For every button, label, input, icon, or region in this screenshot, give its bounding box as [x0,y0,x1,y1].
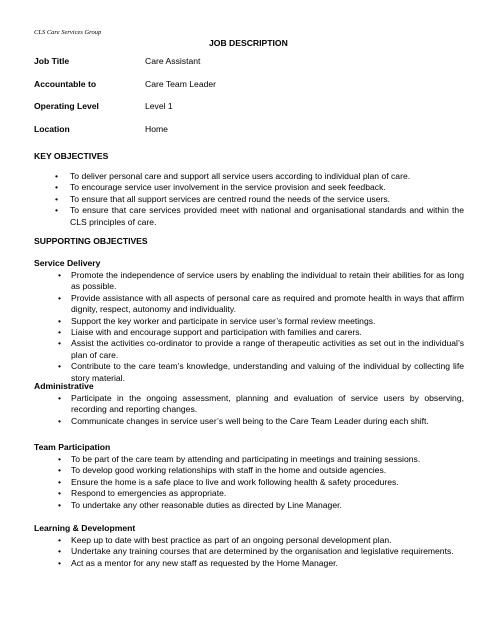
list-item: • To ensure that all support services are centred round the needs of the service users. [55,193,391,204]
list-item: • To undertake any other reasonable duties as directed by Line Manager. [58,499,342,510]
learning-development-heading: Learning & Development [34,523,136,533]
learning-development-list [34,535,464,569]
service-delivery-heading: Service Delivery [34,258,101,268]
list-item: • To be part of the care team by attending and participating in meetings and training sessions. [58,454,421,464]
list-item: • Communicate changes in service user’s well being to the Care Team Leader during each shift. [58,415,429,426]
list-item: • Liaise with and encourage support and participation with families and carers. [58,327,362,338]
list-item: • Contribute to the care team’s knowledge, understanding and valuing of the individual by collecting life story material. [58,361,464,383]
bullet-icon: • [58,338,62,349]
list-item: • To deliver personal care and support all service users according to individual plan of care. [55,171,411,181]
field-value: Care Team Leader [145,79,217,89]
list-item: • Support the key worker and participate in service user’s formal review meetings. [58,315,376,326]
list-item: • Undertake any training courses that are determined by the organisation and legislative requirements. [58,546,454,557]
supporting-objectives-heading: SUPPORTING OBJECTIVES [34,236,148,246]
field-value: Level 1 [145,101,173,111]
list-item: • Respond to emergencies as appropriate. [58,488,227,499]
list-item: • Act as a mentor for any new staff as requested by the Home Manager. [58,557,338,568]
service-delivery-list [34,270,464,384]
key-objectives-heading: KEY OBJECTIVES [34,151,109,161]
organisation-header: CLS Care Services Group [34,29,102,36]
list-item: • Assist the activities co-ordinator to provide a range of therapeutic activities as set out in the individual’s plan of care. [58,338,464,360]
bullet-icon: • [55,182,59,193]
field-label: Accountable to [34,79,97,89]
bullet-icon: • [58,488,62,499]
bullet-icon: • [58,476,62,487]
list-item: • Ensure the home is a safe place to live and work following health & safety procedures. [58,476,399,487]
bullet-icon: • [58,535,62,545]
bullet-icon: • [58,270,62,280]
team-participation-heading: Team Participation [34,442,111,452]
bullet-icon: • [55,193,59,204]
list-item: • Keep up to date with best practice as part of an ongoing personal development plan. [58,535,392,545]
list-item: • Participate in the ongoing assessment, planning and evaluation of service users by observing, recording and reporting changes. [58,393,464,415]
bullet-icon: • [58,315,62,326]
field-label: Operating Level [34,101,99,111]
list-item: • To develop good working relationships with staff in the home and outside agencies. [58,465,387,476]
bullet-icon: • [55,205,59,216]
key-objectives-list [34,171,464,228]
administrative-list [34,393,464,427]
list-item: • To ensure that care services provided meet with national and organisational standards and within the CLS principles of care. [55,205,464,227]
bullet-icon: • [58,546,62,557]
bullet-icon: • [58,292,62,303]
list-item: • Promote the independence of service users by enabling the individual to retain their abilities for as long as possible. [58,270,464,292]
administrative-heading: Administrative [34,381,94,391]
bullet-icon: • [58,327,62,338]
field-value: Care Assistant [145,56,201,66]
bullet-icon: • [58,361,62,372]
document-title: JOB DESCRIPTION [209,38,288,48]
team-participation-list [34,454,464,511]
field-value: Home [145,124,168,134]
list-item: • To encourage service user involvement in the service provision and seek feedback. [55,182,386,193]
bullet-icon: • [58,393,62,403]
bullet-icon: • [58,557,62,568]
list-item: • Provide assistance with all aspects of personal care as required and promote health in ways that affirm dignity, respect, autonomy and individuality. [58,292,464,315]
bullet-icon: • [58,454,62,464]
bullet-icon: • [55,171,59,181]
bullet-icon: • [58,499,62,510]
bullet-icon: • [58,415,62,426]
field-label: Location [34,124,70,134]
bullet-icon: • [58,465,62,476]
field-label: Job Title [34,56,70,66]
